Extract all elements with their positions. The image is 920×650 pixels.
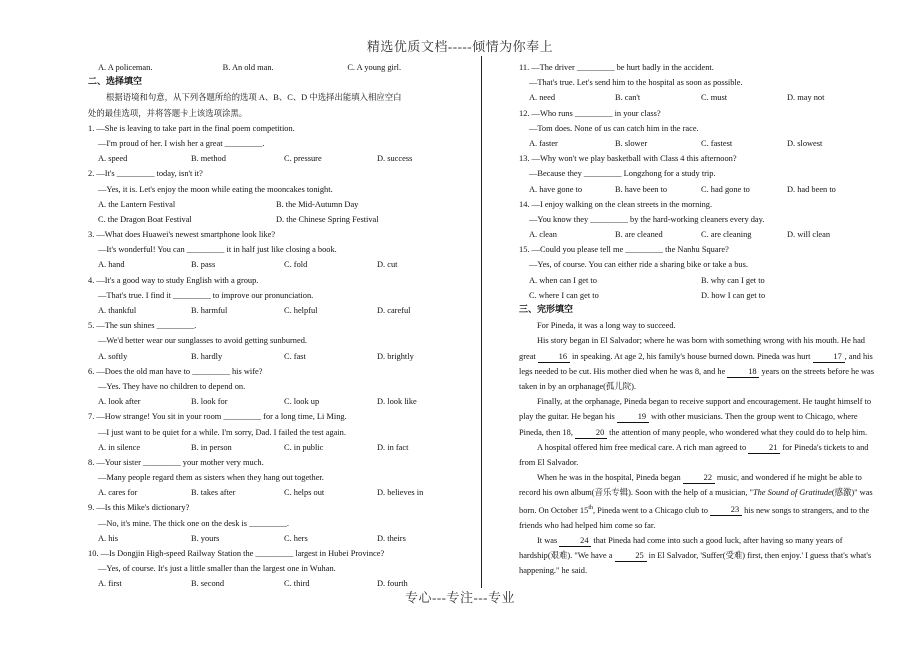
paragraph-text: music, and wondered if he might be able to record his own album(音乐专辑). Soon with the help of a musician, " [519, 473, 862, 498]
question-11 [519, 60, 875, 106]
option: C. fastest [701, 138, 733, 148]
response-text: —You know they _________ by the hard-working cleaners every day. [529, 214, 765, 224]
cloze-blank[interactable]: 22 [683, 472, 715, 484]
paragraph-text: For Pineda, it was a long way to succeed. [537, 321, 676, 331]
question-7 [88, 409, 472, 455]
cloze-blank[interactable]: 24 [559, 535, 591, 547]
left-column [88, 60, 472, 592]
option: B. pass [191, 260, 216, 270]
question-15 [519, 242, 875, 303]
cloze-passage [519, 318, 875, 578]
option: A. faster [529, 138, 558, 148]
option: A. need [529, 93, 556, 103]
question-text: 12. —Who runs _________ in your class? [519, 108, 661, 118]
cloze-blank[interactable]: 20 [575, 427, 607, 439]
question-13 [519, 151, 875, 197]
response-text: —Many people regard them as sisters when they hang out together. [98, 473, 324, 483]
options-row [519, 136, 875, 151]
question-8 [88, 455, 472, 501]
option: B. slower [615, 138, 648, 148]
option: D. look like [377, 397, 417, 407]
option: C. hers [284, 533, 308, 543]
paragraph-text: the attention of many people, who wondered what they could do to help him. [609, 427, 868, 437]
option: C. helpful [284, 306, 318, 315]
option: B. harmful [191, 306, 228, 315]
option: D. careful [377, 306, 411, 315]
option: D. will clean [787, 230, 831, 240]
response-text: —I'm proud of her. I wish her a great _________. [98, 138, 265, 148]
option: B. the Mid-Autumn Day [276, 199, 359, 209]
option: C. in public [284, 442, 324, 452]
response-text: —Yes, of course. It's just a little smaller than the largest one in Wuhan. [98, 564, 336, 574]
cloze-paragraph [519, 533, 875, 579]
instructions: 根据语境和句意，从下列各题所给的选项 A、B、C、D 中选择出能填入相应空白 [106, 93, 402, 103]
option: B. hardly [191, 351, 223, 361]
option: B. look for [191, 397, 228, 407]
paragraph-text: (感激)" was born. On October 15 [519, 488, 873, 515]
option: D. fourth [377, 579, 408, 589]
option: D. brightly [377, 351, 414, 361]
options-row [88, 257, 472, 272]
question-1 [88, 121, 472, 167]
option: C. pressure [284, 154, 322, 164]
option: D. slowest [787, 138, 823, 148]
paragraph-text: for Pineda's tickets to and from El Salvador. [519, 442, 869, 468]
question-text: 11. —The driver _________ be hurt badly in the accident. [519, 63, 714, 72]
paragraph-text: in speaking. At age 2, his family's house burned down. Pineda was hurt [571, 351, 811, 361]
question-text: 6. —Does the old man have to _________ his wife? [88, 366, 263, 376]
option: C. must [701, 93, 728, 103]
right-column [519, 60, 875, 578]
question-text: 1. —She is leaving to take part in the final poem competition. [88, 123, 295, 133]
options-row [88, 212, 472, 227]
response-text: —We'd better wear our sunglasses to avoid getting sunburned. [98, 336, 307, 346]
option: D. may not [787, 93, 825, 103]
question-text: 7. —How strange! You sit in your room _________ for a long time, Li Ming. [88, 412, 347, 422]
options-row [88, 440, 472, 455]
paragraph-text: Finally, at the orphanage, Pineda began to receive support and encouragement. He taught himself to play the guitar. He began his [519, 397, 872, 422]
option: C. fold [284, 260, 308, 270]
section-title: 二、选择填空 [88, 77, 143, 88]
options-row [88, 531, 472, 546]
option: D. the Chinese Spring Festival [276, 214, 379, 224]
option: A. have gone to [529, 184, 583, 194]
option: D. in fact [377, 442, 409, 452]
option: A. thankful [98, 306, 137, 315]
question-text: 8. —Your sister _________ your mother very much. [88, 457, 264, 467]
cloze-blank[interactable]: 16 [538, 351, 570, 363]
paragraph-text: A hospital offered him free medical care. A rich man agreed to [537, 442, 747, 452]
option: A. clean [529, 230, 557, 240]
option: A. first [98, 579, 122, 589]
option: D. theirs [377, 533, 406, 543]
cloze-paragraph [519, 394, 875, 440]
question-text: 4. —It's a good way to study English with a group. [88, 275, 259, 285]
cloze-paragraph [519, 440, 875, 470]
response-text: —It's wonderful! You can _________ it in half just like closing a book. [98, 245, 337, 255]
options-row [88, 349, 472, 364]
question-text: 13. —Why won't we play basketball with Class 4 this afternoon? [519, 154, 737, 164]
option: D. cut [377, 260, 398, 270]
cloze-paragraph [519, 470, 875, 533]
option: D. had been to [787, 184, 836, 194]
response-text: —That's true. Let's send him to the hospital as soon as possible. [529, 78, 743, 88]
options-row [519, 288, 875, 303]
question-9 [88, 500, 472, 546]
cloze-blank[interactable]: 19 [617, 411, 649, 423]
options-row [88, 60, 472, 75]
paragraph-text: , Pineda went to a Chicago club to [592, 505, 708, 515]
response-text: —Tom does. None of us can catch him in the race. [529, 123, 699, 133]
cloze-blank[interactable]: 18 [727, 366, 759, 378]
option: A. look after [98, 397, 141, 407]
option: C. had gone to [701, 184, 750, 194]
cloze-paragraph [519, 318, 875, 333]
option: B. are cleaned [615, 230, 663, 240]
response-text: —Yes, of course. You can either ride a sharing bike or take a bus. [529, 260, 748, 270]
option: A. speed [98, 154, 128, 164]
option: A. the Lantern Festival [98, 199, 176, 209]
cloze-blank[interactable]: 17 [813, 351, 845, 363]
paragraph-text: , and his legs needed to be cut. His mother died when he was 8, and he [519, 351, 873, 376]
question-5 [88, 318, 472, 364]
response-text: —Yes, it is. Let's enjoy the moon while eating the mooncakes tonight. [98, 184, 333, 194]
option: B. yours [191, 533, 220, 543]
paragraph-text: His story began in El Salvador; where he was born with something wrong with his mouth. He had great [519, 336, 865, 361]
page-footer: 专心---专注---专业 [405, 590, 515, 605]
superscript: th [588, 504, 593, 511]
options-row [519, 227, 875, 242]
option: A. his [98, 533, 119, 543]
option: B. takes after [191, 488, 236, 498]
option: A. hand [98, 260, 125, 270]
option: A. in silence [98, 442, 141, 452]
response-text: —No, it's mine. The thick one on the desk is _________. [98, 518, 289, 528]
option: B. why can I get to [701, 275, 765, 285]
option: D. success [377, 154, 413, 164]
response-text: —Because they _________ Longzhong for a study trip. [529, 169, 716, 179]
cloze-blank[interactable]: 25 [615, 550, 647, 562]
cloze-blank[interactable]: 21 [748, 442, 780, 454]
option: A. cares for [98, 488, 138, 498]
question-text: 15. —Could you please tell me _________ the Nanhu Square? [519, 245, 729, 255]
question-text: 9. —Is this Mike's dictionary? [88, 503, 190, 513]
options-row [519, 90, 875, 105]
option: A. A policeman. [98, 63, 153, 72]
question-10 [88, 546, 472, 592]
section-title: 三、完形填空 [519, 305, 574, 315]
question-text: 14. —I enjoy walking on the clean streets in the morning. [519, 199, 713, 209]
instructions: 处的最佳选项，并将答题卡上该选项涂黑。 [88, 108, 248, 118]
question-text: 2. —It's _________ today, isn't it? [88, 169, 203, 179]
column-divider [481, 56, 482, 588]
paragraph-text: his new songs to strangers, and to the friends who had helped him come so far. [519, 505, 870, 530]
option: B. can't [615, 93, 641, 103]
question-12 [519, 106, 875, 152]
options-row [519, 182, 875, 197]
options-row [88, 485, 472, 500]
question-14 [519, 197, 875, 243]
question-3 [88, 227, 472, 273]
cloze-blank[interactable]: 23 [710, 504, 742, 516]
option: B. method [191, 154, 226, 164]
options-row [88, 394, 472, 409]
paragraph-text: with other musicians. Then the group went to Chicago, where Pineda, then 18, [519, 412, 858, 437]
paragraph-text: years on the streets before he was taken in by an orphanage(孤儿院). [519, 366, 875, 391]
paragraph-text: When he was in the hospital, Pineda began [537, 473, 681, 483]
response-text: —Yes. They have no children to depend on. [98, 381, 246, 391]
page-header: 精选优质文档-----倾情为你奉上 [366, 39, 554, 54]
options-row [519, 273, 875, 288]
option: B. in person [191, 442, 232, 452]
question-4 [88, 273, 472, 319]
question-text: 3. —What does Huawei's newest smartphone look like? [88, 230, 276, 240]
cloze-paragraph [519, 333, 875, 394]
option: B. second [191, 579, 225, 589]
option: B. have been to [615, 184, 668, 194]
response-text: —That's true. I find it _________ to improve our pronunciation. [98, 290, 314, 300]
response-text: —I just want to be quiet for a while. I'm sorry, Dad. I failed the test again. [98, 427, 346, 437]
question-2 [88, 166, 472, 227]
options-row [88, 151, 472, 166]
option: C. fast [284, 351, 306, 361]
option: C. are cleaning [701, 230, 752, 240]
option: C. look up [284, 397, 320, 407]
option: D. how I can get to [701, 290, 766, 300]
album-title: The Sound of Gratitude [752, 488, 832, 498]
option: B. An old man. [222, 63, 274, 72]
question-text: 5. —The sun shines _________. [88, 321, 197, 331]
question-text: 10. —Is Dongjin High-speed Railway Station the _________ largest in Hubei Province? [88, 549, 385, 558]
option: C. helps out [284, 488, 325, 498]
paragraph-text: that Pineda had come into such a good luck, after having so many years of hardship(艰难). "We have a [519, 535, 843, 561]
paragraph-text: It was [537, 535, 558, 545]
question-6 [88, 364, 472, 410]
option: D. believes in [377, 488, 424, 498]
paragraph-text: in El Salvador, 'Suffer(受难) first, then enjoy.' I guess that's what's happening." he said. [519, 551, 872, 576]
option: A. softly [98, 351, 128, 361]
option: C. third [284, 579, 310, 589]
option: C. where I can get to [529, 290, 599, 300]
option: C. A young girl. [347, 63, 402, 72]
options-row [88, 197, 472, 212]
option: A. when can I get to [529, 275, 597, 285]
options-row [88, 303, 472, 318]
option: C. the Dragon Boat Festival [98, 214, 192, 224]
